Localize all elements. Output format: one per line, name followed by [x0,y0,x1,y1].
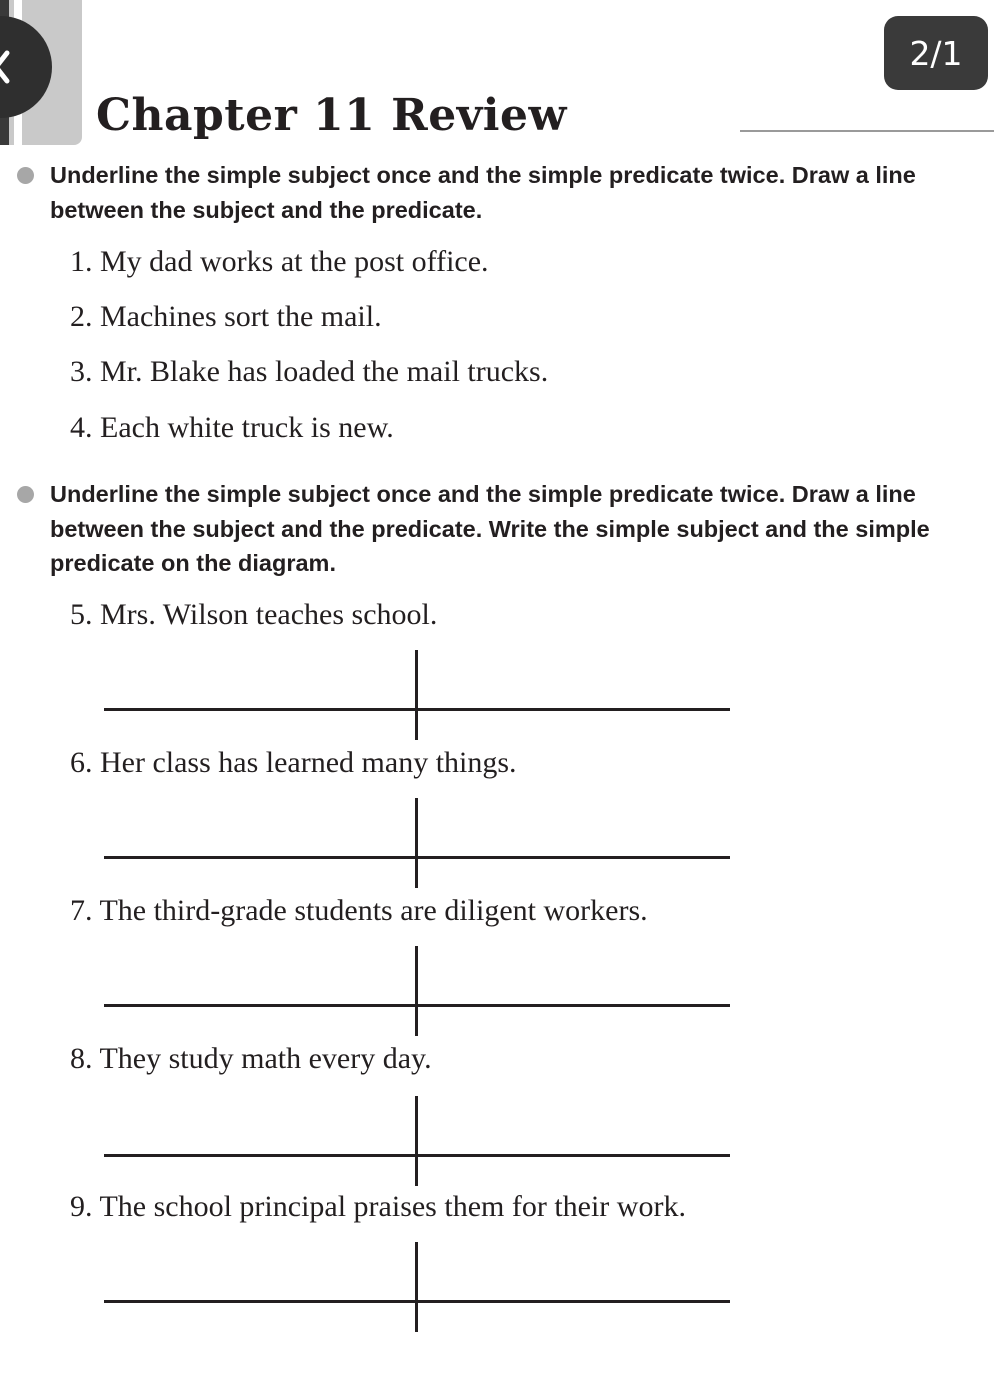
chevron-left-icon [0,50,12,84]
diagram-divider [415,650,418,740]
sentence-diagram[interactable] [104,946,730,1036]
sentence-diagram[interactable] [104,1096,730,1186]
section1-instruction: Underline the simple subject once and the simple predicate twice. Draw a line between the subject and the predicate. [50,162,916,223]
page-title: Chapter 11 Review [96,90,567,141]
exercise-item: 5. Mrs. Wilson teaches school. [70,598,438,631]
exercise-item: 7. The third-grade students are diligent workers. [70,894,648,927]
exercise-item: 1. My dad works at the post office. [70,245,489,278]
sentence-diagram[interactable] [104,798,730,888]
diagram-divider [415,1096,418,1186]
diagram-divider [415,1242,418,1332]
exercise-item: 2. Machines sort the mail. [70,300,382,333]
sentence-diagram[interactable] [104,650,730,740]
section2-instruction: Underline the simple subject once and the simple predicate twice. Draw a line between the subject and the predicate. Write the simple subject and the simple predicate on the diagram. [50,481,930,576]
title-rule [740,130,994,132]
diagram-divider [415,798,418,888]
exercise-item: 6. Her class has learned many things. [70,746,517,779]
sentence-diagram[interactable] [104,1242,730,1332]
exercise-item: 3. Mr. Blake has loaded the mail trucks. [70,355,549,388]
diagram-divider [415,946,418,1036]
section-bullet [17,167,34,184]
exercise-item: 8. They study math every day. [70,1042,432,1075]
section-bullet [17,486,34,503]
exercise-item: 9. The school principal praises them for their work. [70,1190,686,1223]
exercise-item: 4. Each white truck is new. [70,411,394,444]
page-indicator[interactable]: 2/1 [884,16,988,90]
